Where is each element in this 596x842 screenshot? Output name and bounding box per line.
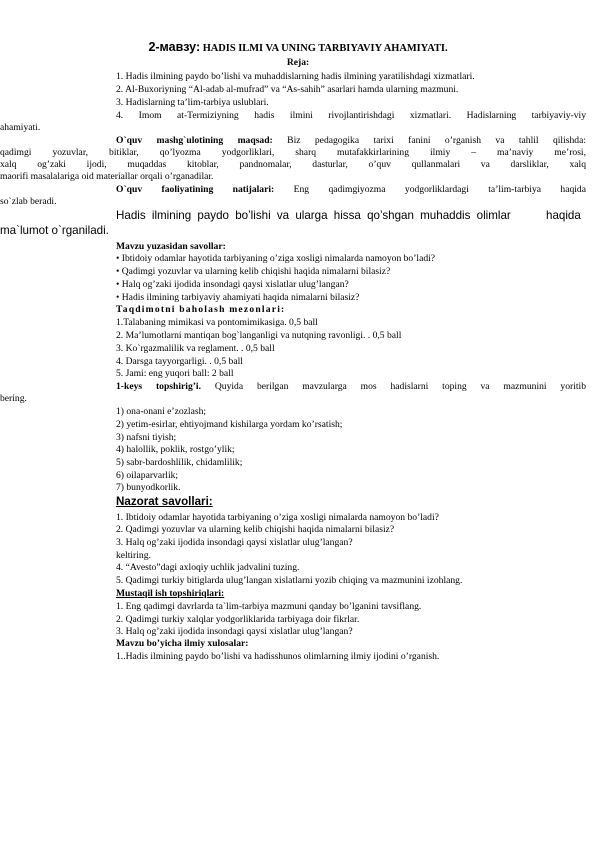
assessment-heading: Taqdimotni baholash mezonlari: — [116, 304, 286, 315]
plan-item: 4. Imom at-Termiziyning hadis ilmini rivojlantirishdagi xizmatlari. Hadislarning tarbiyaviy-viy — [116, 110, 586, 121]
independent-task: 2. Qadimgi turkiy xalqlar yodgorliklarida tarbiyaga doir fikrlar. — [116, 614, 360, 625]
control-question: 3. Halq og’zaki ijodida insondagi qaysi xislatlar ulug’langan? — [116, 537, 353, 548]
goal-line: maorifi masalalariga oid materiallar orqali o’rganadilar. — [0, 171, 214, 182]
case-task-line: bering. — [0, 393, 27, 404]
assessment-item: 3. Ko`rgazmalilik va reglament. . 0,5 ball — [116, 343, 275, 354]
plan-item: 3. Hadislarning ta’lim-tarbiya uslublari. — [116, 97, 269, 108]
control-question: 2. Qadimgi yozuvlar va ularning kelib chiqishi haqida nimalarni bilasiz? — [116, 524, 395, 535]
assessment-item: 2. Ma’lumotlarni mantiqan bog`langanligi va nutqning ravonligi. . 0,5 ball — [116, 330, 402, 341]
goal-label: O`quv mashg`ulotining maqsad: — [116, 135, 273, 146]
question-item: • Halq og’zaki ijodida insondagi qaysi xislatlar ulug’langan? — [116, 279, 349, 290]
control-question: keltiring. — [116, 550, 151, 561]
assessment-item: 1.Talabaning mimikasi va pontomimikasiga. 0,5 ball — [116, 317, 318, 328]
plan-item: 1. Hadis ilmining paydo bo’lishi va muhaddislarning hadis ilmining yaratilishdagi xizmatlari. — [116, 71, 475, 82]
case-topic: 1) ona-onani e’zozlash; — [116, 406, 207, 417]
questions-heading: Mavzu yuzasidan savollar: — [116, 241, 226, 252]
results-line: so`zlab beradi. — [0, 196, 57, 207]
case-topic: 4) halollik, poklik, rostgo’ylik; — [116, 444, 235, 455]
goal-paragraph: O`quv mashg`ulotining maqsad: Biz pedagogika tarixi fanini o’rganish va tahlil qilishda: — [116, 135, 587, 146]
case-topic: 2) yetim-esirlar, ehtiyojmand kishilarga yordam ko’rsatish; — [116, 419, 343, 430]
control-question: 5. Qadimgi turkiy bitiglarda ulug’langan xislatlarni yozib chiqing va mazmunini izohlang. — [116, 575, 463, 586]
title-text: HADIS ILMI VA UNING TARBIYAVIY AHAMIYATI. — [200, 43, 448, 54]
independent-task: 1. Eng qadimgi davrlarda ta`lim-tarbiya mazmuni qanday bo’lganini tavsiflang. — [116, 601, 422, 612]
control-question: 1. Ibtidoiy odamlar hayotida tarbiyaning o’ziga xosligi nimalarda namoyon bo’ladi? — [116, 512, 439, 523]
case-task-paragraph: 1-keys topshirig’i. Quyida berilgan mavzularga mos hadislarni toping va mazmunini yoritib — [116, 381, 586, 392]
assessment-item: 5. Jami: eng yuqori ball: 2 ball — [116, 368, 234, 379]
case-topic: 3) nafsni tiyish; — [116, 432, 177, 443]
case-topic: 7) bunyodkorlik. — [116, 482, 181, 493]
title-number: 2-мавзу: — [148, 40, 201, 54]
conclusion-item: 1..Hadis ilmining paydo bo’lishi va hadisshunos olimlarning ilmiy ijodini o’rganish. — [116, 651, 440, 662]
control-questions-heading: Nazorat savollari: — [116, 495, 213, 508]
independent-task: 3. Halq og’zaki ijodida insondagi qaysi xislatlar ulug’langan? — [116, 626, 353, 637]
topic-summary-line: ma`lumot o`rganiladi. — [0, 224, 109, 237]
case-task-label: 1-keys topshirig’i. — [116, 381, 202, 392]
plan-heading: Reja: — [286, 57, 310, 68]
case-topic: 5) sabr-bardoshlilik, chidamlilik; — [116, 457, 243, 468]
results-label: O`quv faoliyatining natijalari: — [116, 184, 275, 195]
plan-item-continuation: ahamiyati. — [0, 122, 41, 133]
question-item: • Hadis ilmining tarbiyaviy ahamiyati haqida nimalarni bilasiz? — [116, 292, 360, 303]
plan-item: 2. Al-Buxoriyning “Al-adab al-mufrad” va “As-sahih” asarlari hamda ularning mazmuni. — [116, 84, 459, 95]
results-paragraph: O`quv faoliyatining natijalari: Eng qadimgiyozma yodgorliklardagi ta’lim-tarbiya haqida — [116, 184, 586, 195]
case-topic: 6) oilaparvarlik; — [116, 470, 179, 481]
question-item: • Ibtidoiy odamlar hayotida tarbiyaning o’ziga xosligi nimalarda namoyon bo’ladi? — [116, 253, 436, 264]
goal-line: xalq og’zaki ijodi, muqaddas kitoblar, pandnomalar, dasturlar, o’quv qullanmalari va darsliklar, xalq — [0, 159, 586, 170]
conclusions-heading: Mavzu bo’yicha ilmiy xulosalar: — [116, 638, 249, 649]
topic-summary-word: haqida — [546, 209, 581, 222]
topic-summary-line: Hadis ilmining paydo bo’lishi va ularga hissa qo’shgan muhaddis olimlar — [116, 209, 511, 222]
question-item: • Qadimgi yozuvlar va ularning kelib chiqishi haqida nimalarni bilasiz? — [116, 266, 391, 277]
independent-work-heading: Mustaqil ish topshiriqlari: — [116, 588, 225, 599]
assessment-item: 4. Darsga tayyorgarligi. . 0,5 ball — [116, 356, 243, 367]
control-question: 4. “Avesto”dagi axloqiy uchlik jadvalini tuzing. — [116, 562, 300, 573]
goal-line: qadimgi yozuvlar, bitiklar, qo’lyozma yodgorliklari, sharq mutafakkirlarining ilmiy – ma’naviy me’rosi, — [0, 147, 586, 158]
page-title — [0, 40, 596, 54]
